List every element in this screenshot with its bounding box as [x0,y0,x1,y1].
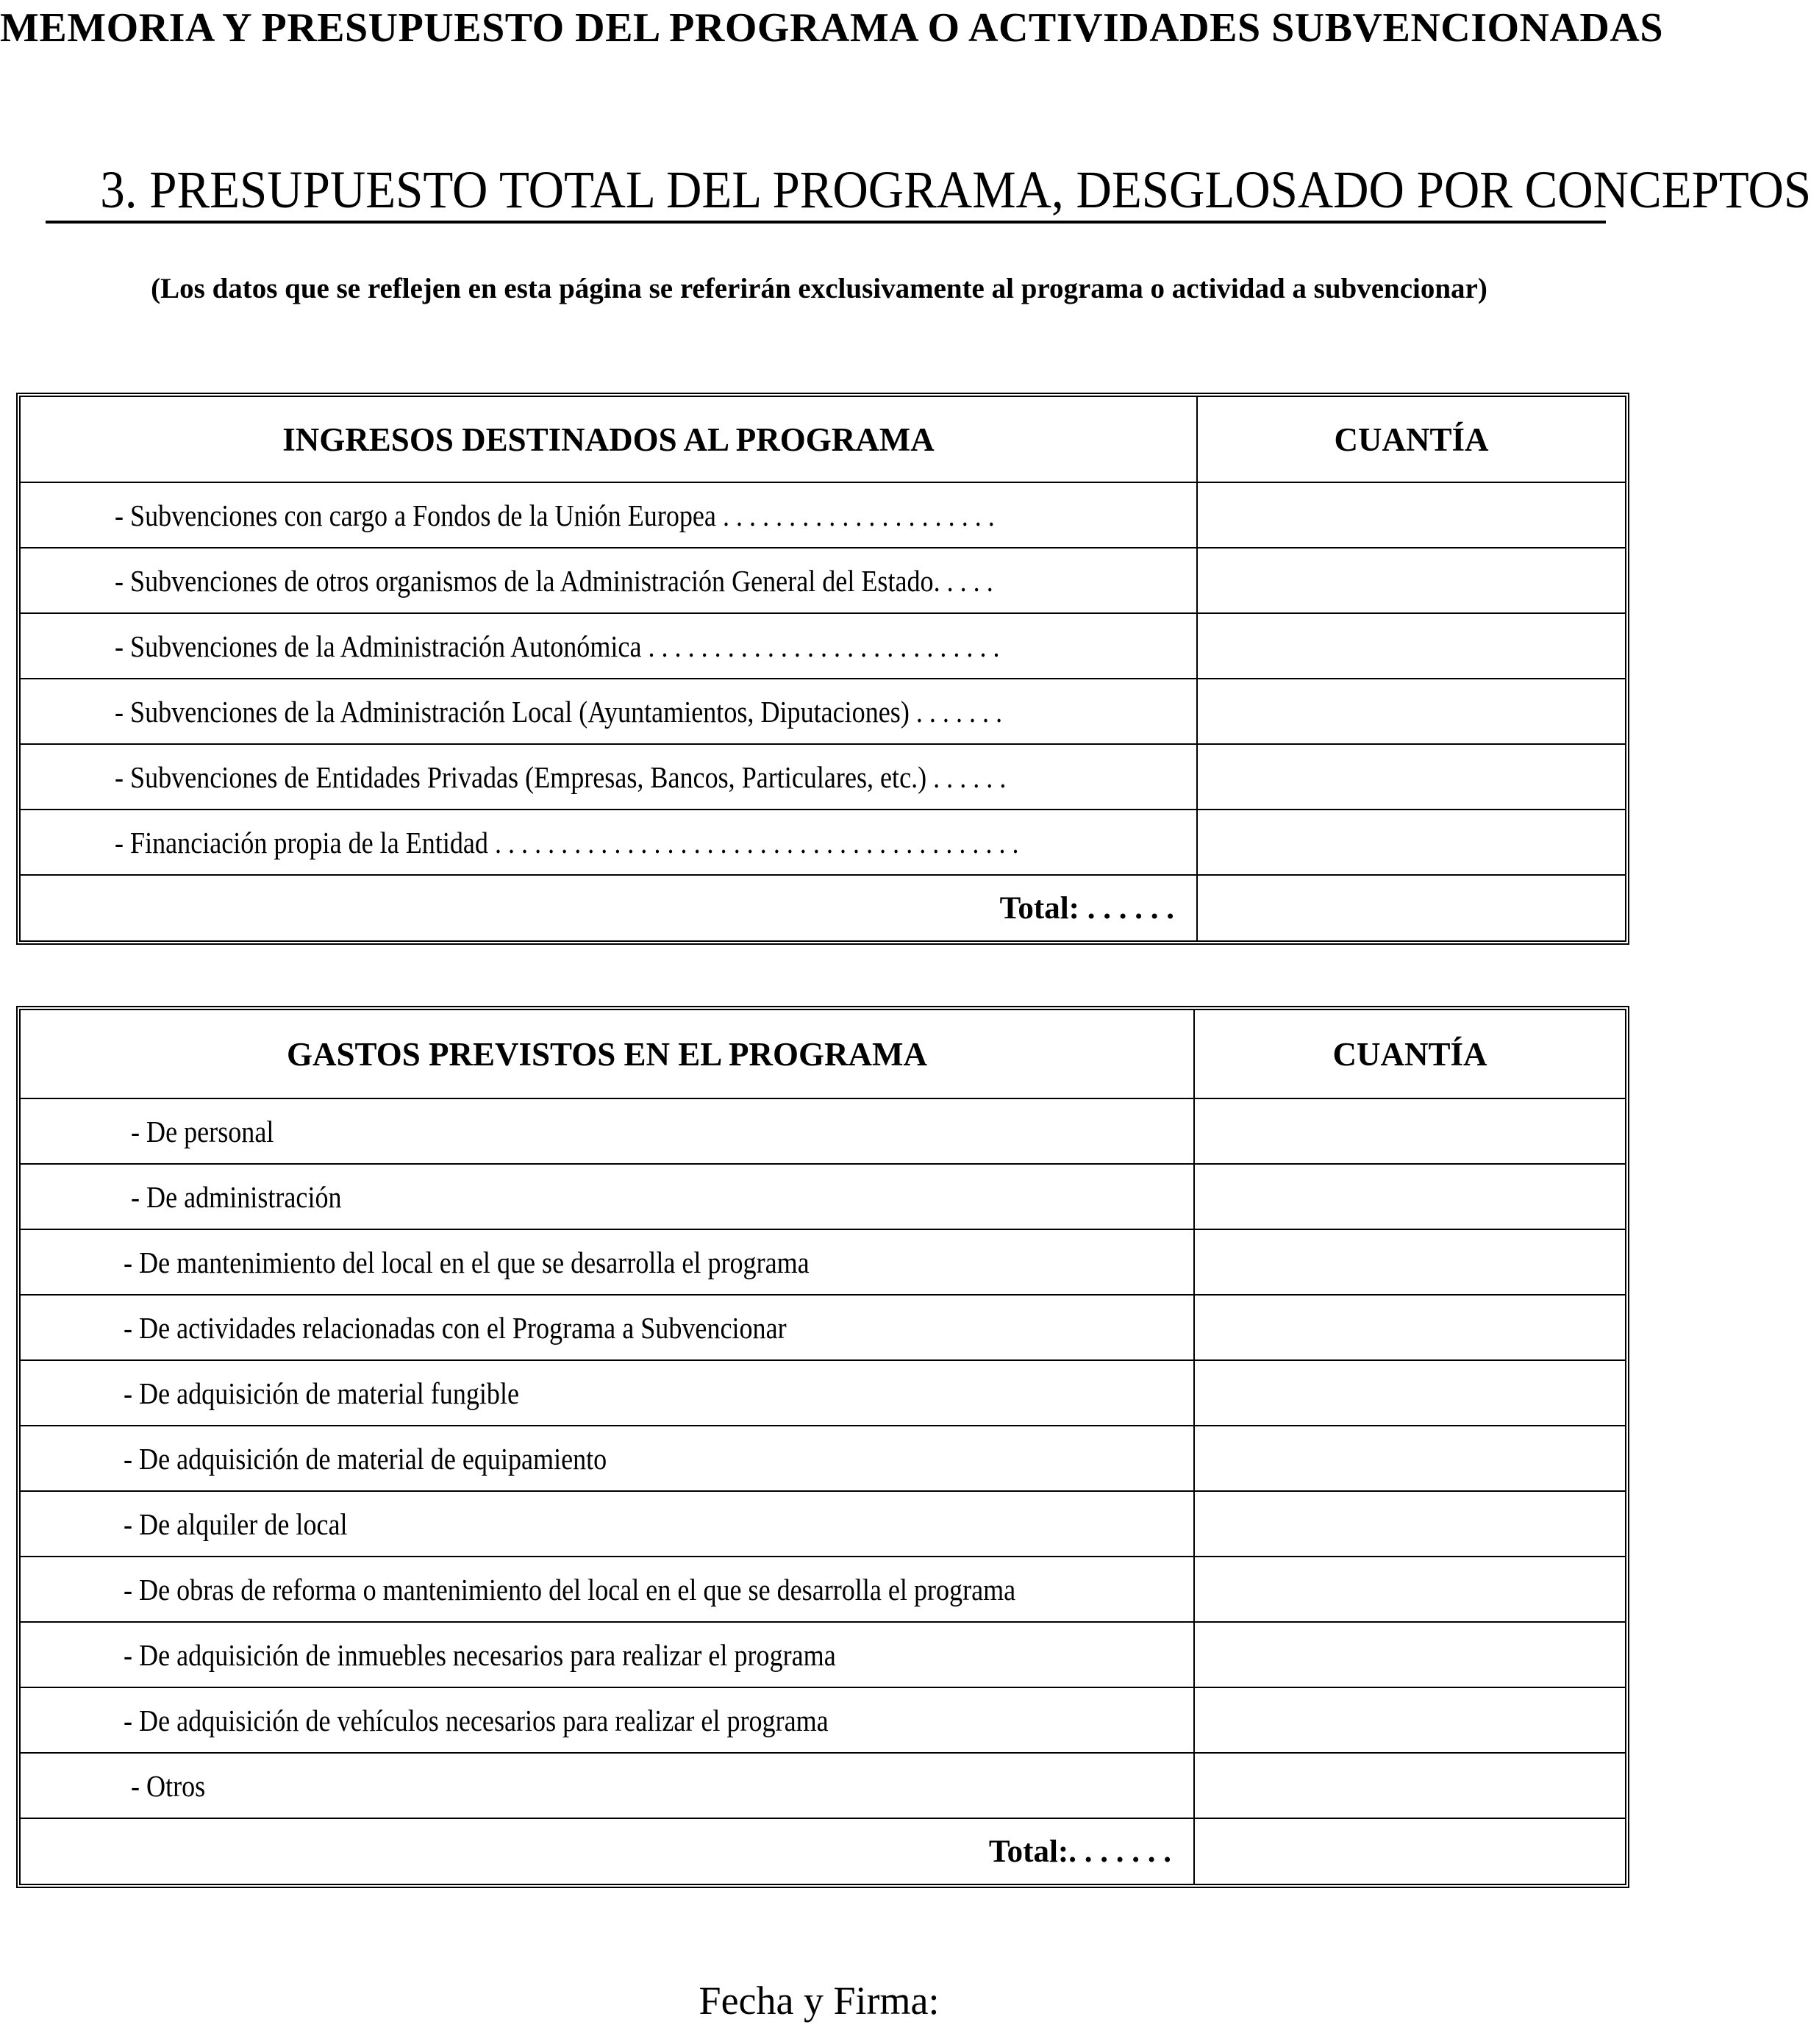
income-row-label: - Subvenciones con cargo a Fondos de la Unión Europea . . . . . . . . . . . . . . . . . . . . . [21,482,1197,548]
expense-row [21,1622,1625,1687]
expense-row [21,1687,1625,1753]
expense-amount-cell[interactable] [1194,1426,1625,1491]
expense-row-label: - Otros [21,1753,1194,1818]
expense-row-label: - De alquiler de local [21,1491,1194,1557]
income-row [21,679,1625,744]
expense-row [21,1098,1625,1164]
section-subtitle: (Los datos que se reflejen en esta página se referirán exclusivamente al programa o actividad a subvencionar) [151,273,1487,304]
expense-row [21,1753,1625,1818]
income-row [21,613,1625,679]
expense-row-label: - De obras de reforma o mantenimiento del local en el que se desarrolla el programa [21,1557,1194,1622]
expense-row-label: - De adquisición de material de equipamiento [21,1426,1194,1491]
expense-amount-cell[interactable] [1194,1164,1625,1229]
income-row-label: - Subvenciones de la Administración Autonómica . . . . . . . . . . . . . . . . . . . . . . . . . . . [21,613,1197,679]
expense-row-label: - De mantenimiento del local en el que se desarrolla el programa [21,1229,1194,1295]
income-amount-cell[interactable] [1197,482,1625,548]
expense-row-label: - De actividades relacionadas con el Programa a Subvencionar [21,1295,1194,1360]
expense-amount-cell[interactable] [1194,1229,1625,1295]
income-row-label: - Subvenciones de otros organismos de la Administración General del Estado. . . . . [21,548,1197,613]
section-title-underline [46,221,1606,224]
income-table [16,393,1629,945]
income-header-concept: INGRESOS DESTINADOS AL PROGRAMA [21,397,1197,482]
income-table-header [21,397,1625,482]
income-row [21,744,1625,810]
expense-table-header [21,1010,1625,1098]
income-row-label: - Financiación propia de la Entidad . . . . . . . . . . . . . . . . . . . . . . . . . . . . . . . . . . . . . . . . [21,810,1197,875]
expense-amount-cell[interactable] [1194,1295,1625,1360]
expense-row [21,1491,1625,1557]
income-row [21,810,1625,875]
income-row [21,482,1625,548]
expense-total-row [21,1818,1625,1884]
expense-row-label: - De adquisición de vehículos necesarios para realizar el programa [21,1687,1194,1753]
income-row [21,548,1625,613]
income-row-label: - Subvenciones de la Administración Local (Ayuntamientos, Diputaciones) . . . . . . . [21,679,1197,744]
expense-row [21,1229,1625,1295]
income-amount-cell[interactable] [1197,548,1625,613]
expense-amount-cell[interactable] [1194,1753,1625,1818]
income-amount-cell[interactable] [1197,613,1625,679]
expense-amount-cell[interactable] [1194,1098,1625,1164]
document-title: MEMORIA Y PRESUPUESTO DEL PROGRAMA O ACTIVIDADES SUBVENCIONADAS [0,5,1663,51]
expense-row-label: - De adquisición de inmuebles necesarios para realizar el programa [21,1622,1194,1687]
section-title: 3. PRESUPUESTO TOTAL DEL PROGRAMA, DESGLOSADO POR CONCEPTOS [100,160,1811,219]
expense-row [21,1360,1625,1426]
income-amount-cell[interactable] [1197,744,1625,810]
expense-row-label: - De personal [21,1098,1194,1164]
income-amount-cell[interactable] [1197,679,1625,744]
expense-total-amount-cell[interactable] [1194,1818,1625,1884]
expense-amount-cell[interactable] [1194,1687,1625,1753]
income-amount-cell[interactable] [1197,810,1625,875]
expense-header-amount: CUANTÍA [1194,1010,1625,1098]
expense-amount-cell[interactable] [1194,1622,1625,1687]
income-total-amount-cell[interactable] [1197,875,1625,940]
income-row-label: - Subvenciones de Entidades Privadas (Empresas, Bancos, Particulares, etc.) . . . . . . [21,744,1197,810]
expense-header-concept: GASTOS PREVISTOS EN EL PROGRAMA [21,1010,1194,1098]
expense-total-label: Total:. . . . . . . [21,1818,1194,1884]
income-total-label: Total: . . . . . . [21,875,1197,940]
expense-amount-cell[interactable] [1194,1360,1625,1426]
expense-row [21,1295,1625,1360]
expense-amount-cell[interactable] [1194,1557,1625,1622]
expense-row-label: - De administración [21,1164,1194,1229]
expense-row [21,1426,1625,1491]
expense-row [21,1164,1625,1229]
expense-table [16,1006,1629,1888]
expense-row-label: - De adquisición de material fungible [21,1360,1194,1426]
date-and-signature-label: Fecha y Firma: [699,1979,940,2023]
expense-amount-cell[interactable] [1194,1491,1625,1557]
income-header-amount: CUANTÍA [1197,397,1625,482]
expense-row [21,1557,1625,1622]
income-total-row [21,875,1625,940]
